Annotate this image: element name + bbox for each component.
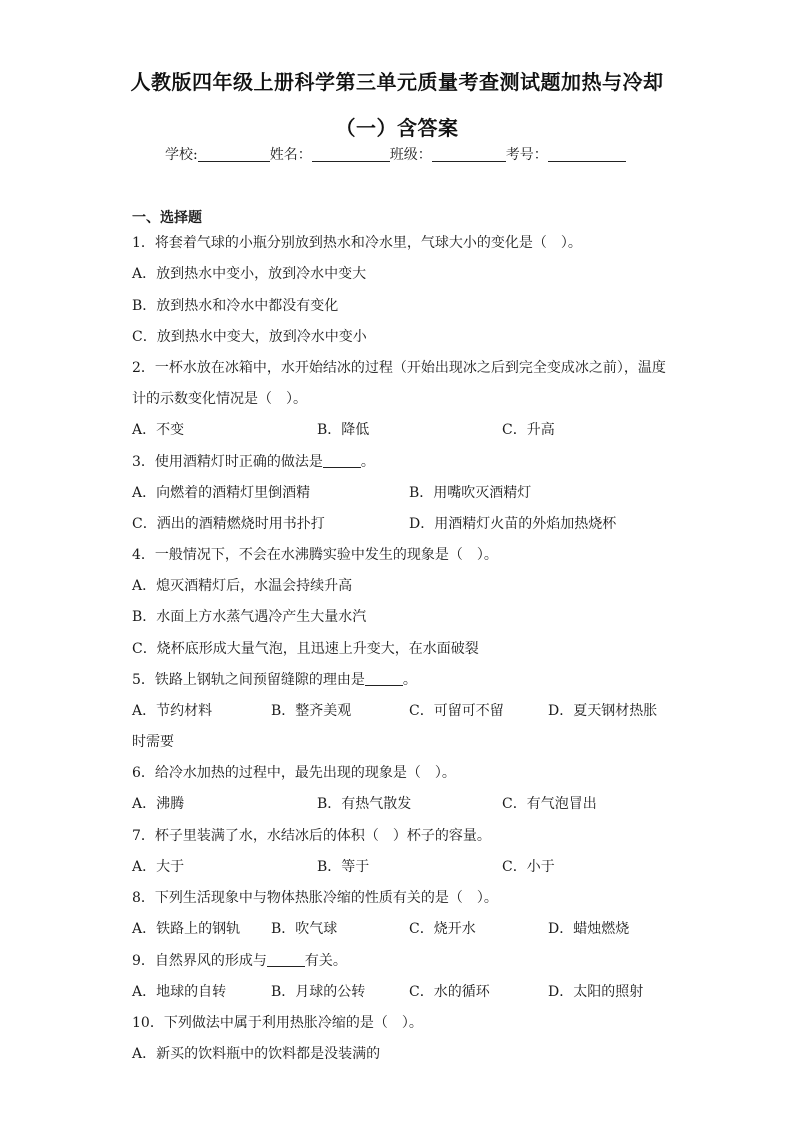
- q4-option-c[interactable]: C．烧杯底形成大量气泡，且迅速上升变大，在水面破裂: [132, 641, 479, 657]
- exam-title-line1: 人教版四年级上册科学第三单元质量考查测试题加热与冷却: [130, 70, 664, 94]
- question-3-text: 3．使用酒精灯时正确的做法是: [132, 454, 323, 470]
- q9-option-a[interactable]: A．地球的自转: [132, 984, 227, 1000]
- q5-option-c[interactable]: C．可留可不留: [409, 703, 504, 719]
- class-label: 班级：: [389, 147, 432, 163]
- answer-blank[interactable]: [365, 672, 403, 686]
- q5-option-b[interactable]: B．整齐美观: [271, 703, 352, 719]
- question-7: 7．杯子里装满了水，水结冰后的体积（ ）杯子的容量。: [132, 828, 491, 844]
- q7-option-c[interactable]: C．小于: [502, 859, 555, 875]
- q5-option-d[interactable]: D．夏天钢材热胀: [548, 703, 658, 719]
- q3-option-c[interactable]: C．洒出的酒精燃烧时用书扑打: [132, 516, 325, 532]
- school-label: 学校:: [165, 147, 198, 163]
- class-blank[interactable]: [432, 147, 506, 162]
- q1-option-c[interactable]: C．放到热水中变大，放到冷水中变小: [132, 329, 367, 345]
- number-blank[interactable]: [548, 147, 626, 162]
- question-2-line2: 计的示数变化情况是（ ）。: [132, 391, 307, 407]
- name-label: 姓名：: [269, 147, 312, 163]
- q2-option-a[interactable]: A．不变: [132, 422, 185, 438]
- question-9-text: 9．自然界风的形成与: [132, 953, 267, 969]
- question-2-line1: 2．一杯水放在冰箱中，水开始结冰的过程（开始出现冰之后到完全变成冰之前），温度: [132, 360, 666, 376]
- question-6: 6．给冷水加热的过程中，最先出现的现象是（ ）。: [132, 765, 456, 781]
- q8-option-b[interactable]: B．吹气球: [271, 921, 338, 937]
- question-5-suffix: 。: [402, 672, 417, 688]
- section-heading: 一、选择题: [132, 210, 202, 226]
- q10-option-a[interactable]: A．新买的饮料瓶中的饮料都是没装满的: [132, 1046, 381, 1062]
- answer-blank[interactable]: [323, 454, 361, 468]
- question-1: 1．将套着气球的小瓶分别放到热水和冷水里，气球大小的变化是（ ）。: [132, 235, 582, 251]
- q8-option-a[interactable]: A．铁路上的钢轨: [132, 921, 241, 937]
- q6-option-b[interactable]: B．有热气散发: [317, 796, 412, 812]
- q8-option-c[interactable]: C．烧开水: [409, 921, 476, 937]
- q4-option-a[interactable]: A．熄灭酒精灯后，水温会持续升高: [132, 578, 353, 594]
- q1-option-b[interactable]: B．放到热水和冷水中都没有变化: [132, 298, 339, 314]
- question-3-suffix: 。: [360, 454, 375, 470]
- q4-option-b[interactable]: B．水面上方水蒸气遇冷产生大量水汽: [132, 609, 367, 625]
- q3-option-b[interactable]: B．用嘴吹灭酒精灯: [409, 485, 532, 501]
- q2-option-c[interactable]: C．升高: [502, 422, 555, 438]
- school-blank[interactable]: [198, 147, 270, 162]
- q5-option-d-continued: 时需要: [132, 734, 174, 750]
- question-8: 8．下列生活现象中与物体热胀冷缩的性质有关的是（ ）。: [132, 890, 498, 906]
- q3-option-a[interactable]: A．向燃着的酒精灯里倒酒精: [132, 485, 311, 501]
- q9-option-c[interactable]: C．水的循环: [409, 984, 490, 1000]
- q9-option-d[interactable]: D．太阳的照射: [548, 984, 644, 1000]
- answer-blank[interactable]: [267, 953, 305, 967]
- question-5-text: 5．铁路上钢轨之间预留缝隙的理由是: [132, 672, 365, 688]
- q8-option-d[interactable]: D．蜡烛燃烧: [548, 921, 630, 937]
- q2-option-b[interactable]: B．降低: [317, 422, 370, 438]
- student-info-row: [165, 144, 626, 164]
- q9-option-b[interactable]: B．月球的公转: [271, 984, 366, 1000]
- question-9-suffix: 有关。: [304, 953, 347, 969]
- q3-option-d[interactable]: D．用酒精灯火苗的外焰加热烧杯: [409, 516, 617, 532]
- question-3: [132, 453, 375, 471]
- question-5: [132, 671, 417, 689]
- q6-option-c[interactable]: C．有气泡冒出: [502, 796, 597, 812]
- q1-option-a[interactable]: A．放到热水中变小，放到冷水中变大: [132, 266, 367, 282]
- q7-option-b[interactable]: B．等于: [317, 859, 370, 875]
- question-9: [132, 952, 347, 970]
- name-blank[interactable]: [312, 147, 390, 162]
- q7-option-a[interactable]: A．大于: [132, 859, 185, 875]
- q5-option-a[interactable]: A．节约材料: [132, 703, 213, 719]
- question-4: 4．一般情况下，不会在水沸腾实验中发生的现象是（ ）。: [132, 547, 498, 563]
- question-10: 10．下列做法中属于利用热胀冷缩的是（ ）。: [132, 1015, 423, 1031]
- number-label: 考号：: [505, 147, 548, 163]
- exam-title-line2: （一）含答案: [335, 116, 459, 140]
- q6-option-a[interactable]: A．沸腾: [132, 796, 185, 812]
